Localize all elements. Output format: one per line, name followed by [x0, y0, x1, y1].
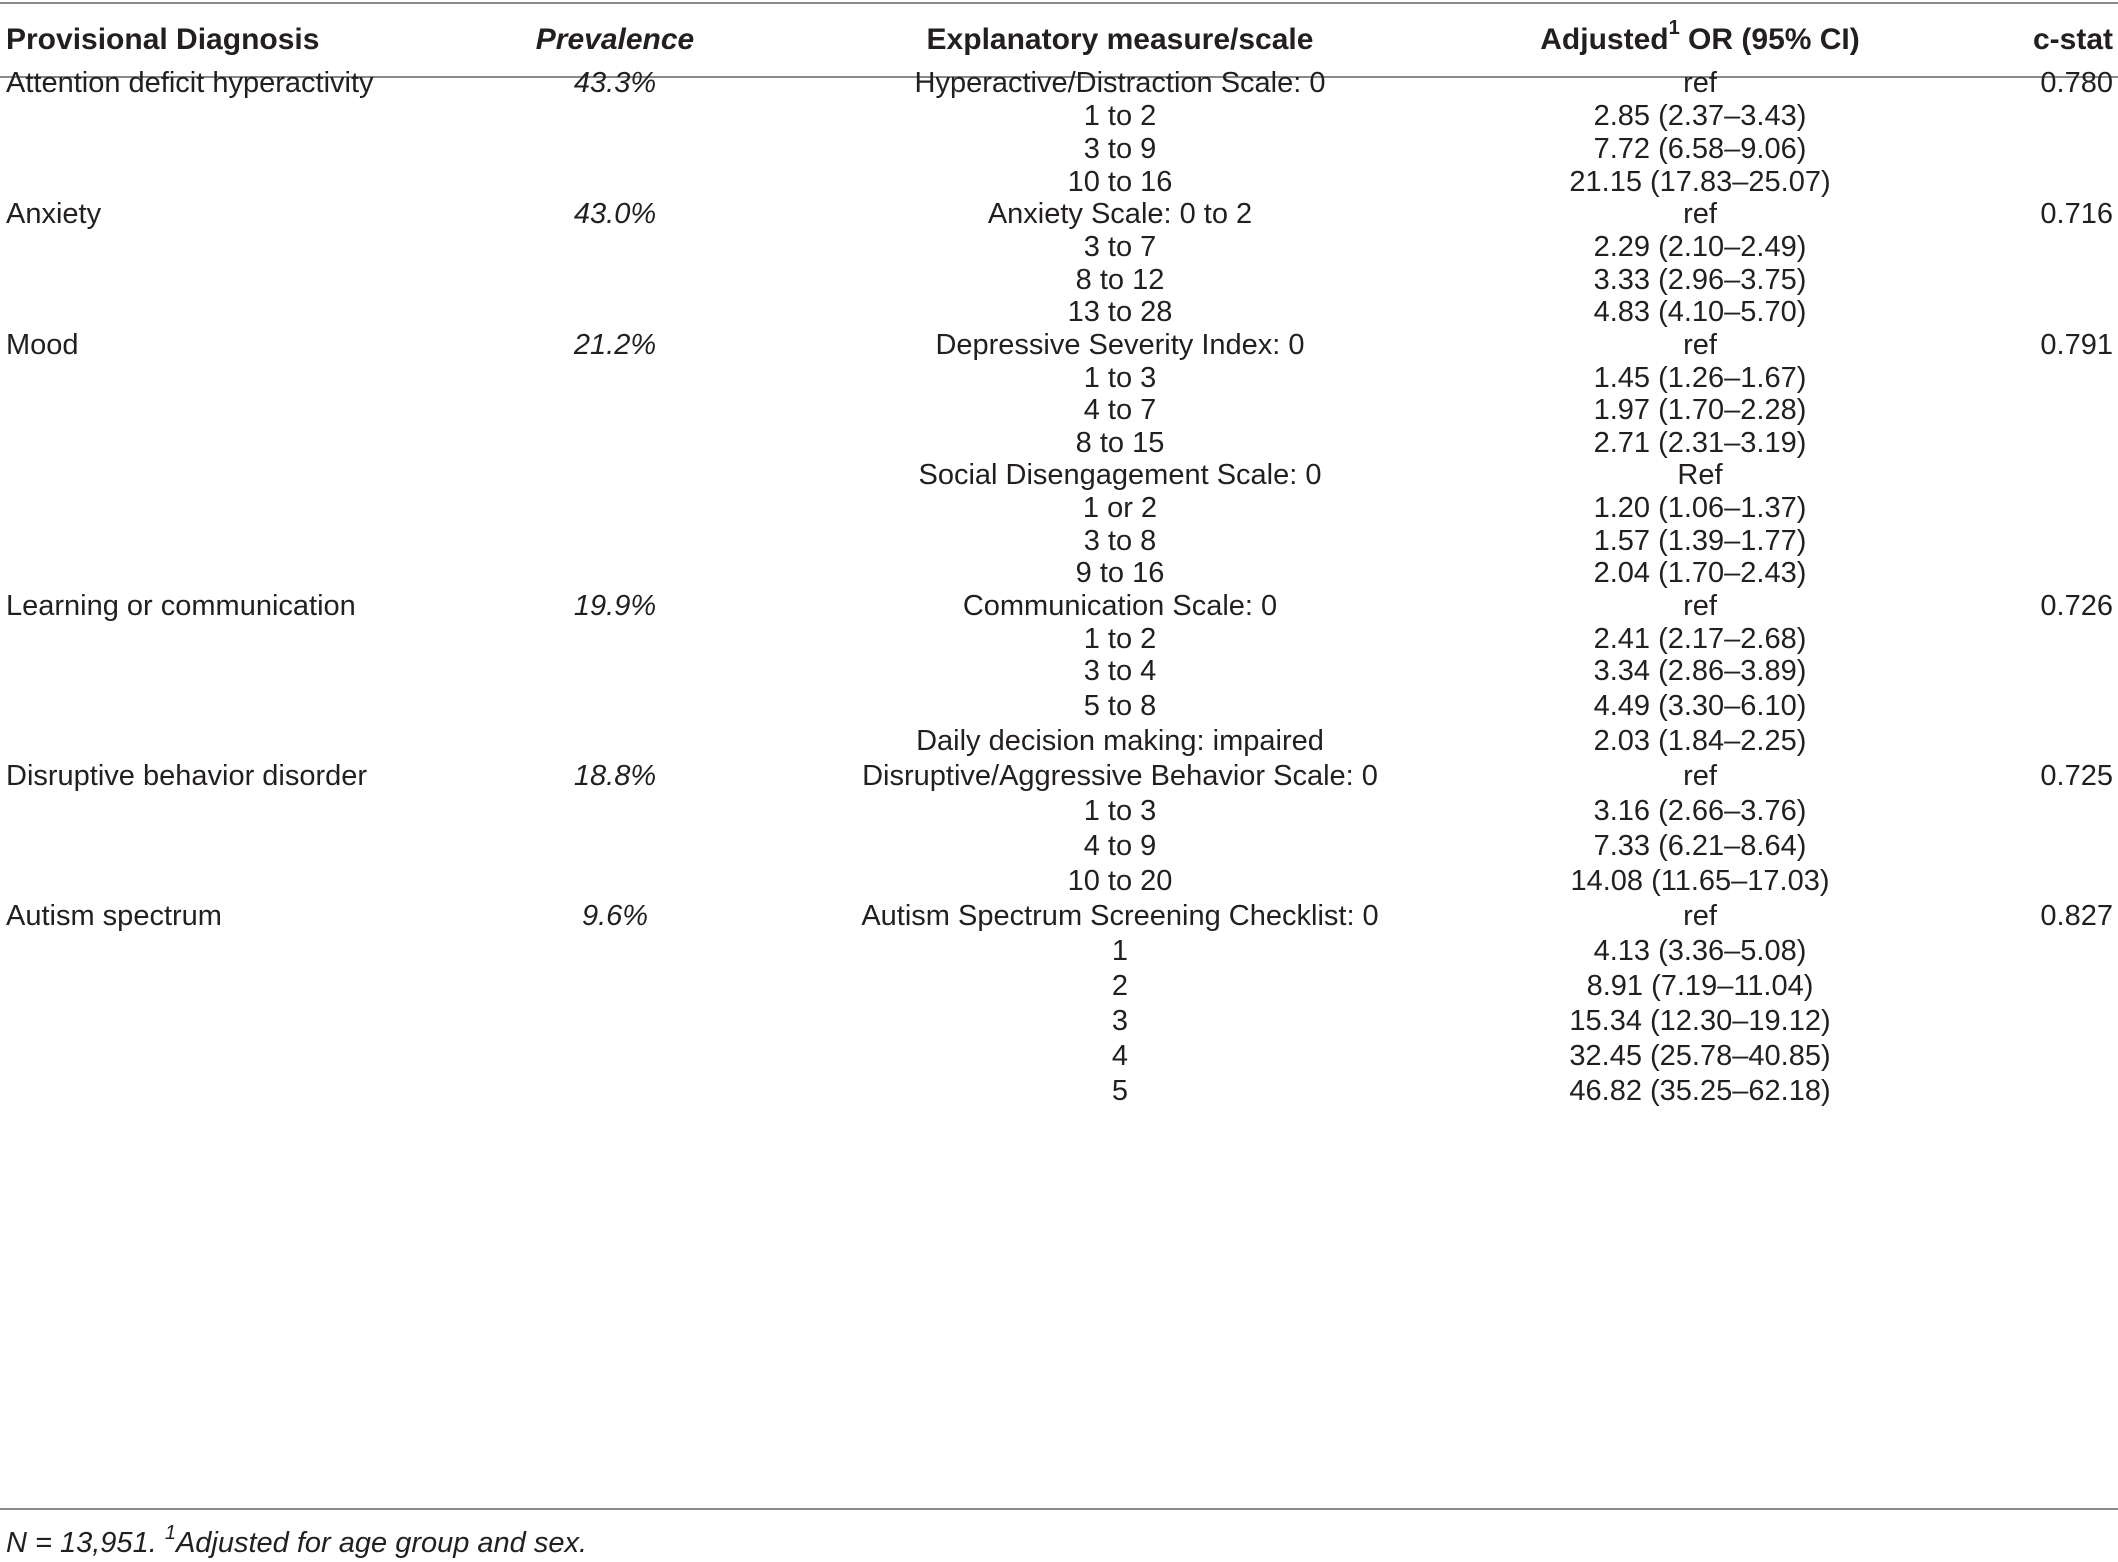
header-prevalence: Prevalence	[535, 23, 695, 56]
cell-cstat: 0.791	[2040, 329, 2113, 361]
header-or-prefix: Adjusted	[1540, 23, 1669, 56]
header-cstat: c-stat	[2032, 23, 2113, 56]
cell-odds-ratio: 1.57 (1.39–1.77)	[1593, 525, 1807, 557]
cell-odds-ratio: 1.45 (1.26–1.67)	[1593, 362, 1807, 394]
cell-measure: Depressive Severity Index: 0	[935, 329, 1305, 361]
cell-odds-ratio: 1.20 (1.06–1.37)	[1593, 492, 1807, 524]
cell-measure: Daily decision making: impaired	[916, 725, 1324, 757]
cell-diagnosis: Attention deficit hyperactivity	[6, 67, 374, 99]
cell-odds-ratio: ref	[1683, 590, 1717, 622]
cell-odds-ratio: 4.83 (4.10–5.70)	[1593, 296, 1807, 328]
footnote-adjust: Adjusted for age group and sex.	[175, 1527, 588, 1559]
cell-odds-ratio: ref	[1683, 198, 1717, 230]
cell-measure: 5 to 8	[1083, 690, 1157, 722]
cell-measure: 10 to 16	[1067, 166, 1173, 198]
cell-cstat: 0.725	[2040, 760, 2113, 792]
cell-measure: Anxiety Scale: 0 to 2	[987, 198, 1253, 230]
cell-measure: 9 to 16	[1075, 557, 1165, 589]
cell-measure: 1	[1111, 935, 1129, 967]
cell-odds-ratio: 1.97 (1.70–2.28)	[1593, 394, 1807, 426]
cell-odds-ratio: 2.29 (2.10–2.49)	[1593, 231, 1807, 263]
cell-odds-ratio: 3.34 (2.86–3.89)	[1593, 655, 1807, 687]
footnote-sup: 1	[164, 1522, 176, 1545]
cell-measure: 1 to 2	[1083, 100, 1157, 132]
header-measure: Explanatory measure/scale	[926, 23, 1314, 56]
table-top-rule	[0, 2, 2118, 4]
cell-measure: 1 to 3	[1083, 795, 1157, 827]
cell-odds-ratio: 7.33 (6.21–8.64)	[1593, 830, 1807, 862]
cell-measure: Disruptive/Aggressive Behavior Scale: 0	[862, 760, 1378, 792]
cell-odds-ratio: Ref	[1677, 459, 1723, 491]
cell-cstat: 0.726	[2040, 590, 2113, 622]
cell-odds-ratio: 2.71 (2.31–3.19)	[1593, 427, 1807, 459]
cell-measure: 1 to 3	[1083, 362, 1157, 394]
cell-measure: 2	[1111, 970, 1129, 1002]
cell-measure: 3 to 4	[1083, 655, 1157, 687]
cell-odds-ratio: ref	[1683, 760, 1717, 792]
cell-diagnosis: Learning or communication	[6, 590, 356, 622]
cell-cstat: 0.780	[2040, 67, 2113, 99]
cell-odds-ratio: 2.41 (2.17–2.68)	[1593, 623, 1807, 655]
cell-measure: 4 to 7	[1083, 394, 1157, 426]
cell-odds-ratio: 3.16 (2.66–3.76)	[1593, 795, 1807, 827]
cell-measure: 8 to 15	[1075, 427, 1165, 459]
header-or	[1450, 17, 1950, 58]
cell-odds-ratio: 4.49 (3.30–6.10)	[1593, 690, 1807, 722]
cell-measure: 4 to 9	[1083, 830, 1157, 862]
cell-measure: 5	[1111, 1075, 1129, 1107]
cell-measure: Hyperactive/Distraction Scale: 0	[914, 67, 1326, 99]
cell-cstat: 0.827	[2040, 900, 2113, 932]
cell-odds-ratio: 46.82 (35.25–62.18)	[1569, 1075, 1831, 1107]
cell-measure: 1 or 2	[1082, 492, 1158, 524]
cell-measure: 1 to 2	[1083, 623, 1157, 655]
cell-measure: 3 to 8	[1083, 525, 1157, 557]
cell-cstat: 0.716	[2040, 198, 2113, 230]
cell-measure: 13 to 28	[1067, 296, 1173, 328]
header-or-suffix: OR (95% CI)	[1679, 23, 1860, 56]
footnote-n: N = 13,951.	[6, 1527, 165, 1559]
cell-odds-ratio: 2.03 (1.84–2.25)	[1593, 725, 1807, 757]
cell-diagnosis: Mood	[6, 329, 79, 361]
cell-odds-ratio: 21.15 (17.83–25.07)	[1569, 166, 1831, 198]
cell-measure: 10 to 20	[1067, 865, 1173, 897]
table-bottom-rule	[0, 1508, 2118, 1510]
cell-odds-ratio: 15.34 (12.30–19.12)	[1569, 1005, 1831, 1037]
header-or-sup: 1	[1668, 17, 1680, 39]
cell-odds-ratio: 32.45 (25.78–40.85)	[1569, 1040, 1831, 1072]
cell-diagnosis: Autism spectrum	[6, 900, 222, 932]
cell-odds-ratio: 7.72 (6.58–9.06)	[1593, 133, 1807, 165]
cell-odds-ratio: ref	[1683, 67, 1717, 99]
cell-measure: 3	[1111, 1005, 1129, 1037]
cell-measure: Autism Spectrum Screening Checklist: 0	[861, 900, 1379, 932]
cell-odds-ratio: ref	[1683, 900, 1717, 932]
cell-prevalence: 19.9%	[573, 590, 657, 622]
cell-odds-ratio: 14.08 (11.65–17.03)	[1570, 865, 1830, 897]
cell-measure: Social Disengagement Scale: 0	[918, 459, 1322, 491]
header-diagnosis: Provisional Diagnosis	[6, 23, 320, 56]
cell-prevalence: 21.2%	[573, 329, 657, 361]
cell-odds-ratio: 8.91 (7.19–11.04)	[1586, 970, 1814, 1002]
cell-measure: 8 to 12	[1075, 264, 1165, 296]
cell-measure: 3 to 7	[1083, 231, 1157, 263]
cell-prevalence: 43.3%	[573, 67, 657, 99]
cell-prevalence: 9.6%	[581, 900, 649, 932]
table-footnote	[6, 1522, 588, 1561]
cell-diagnosis: Anxiety	[6, 198, 102, 230]
cell-odds-ratio: 2.85 (2.37–3.43)	[1593, 100, 1807, 132]
cell-odds-ratio: 3.33 (2.96–3.75)	[1593, 264, 1807, 296]
cell-measure: Communication Scale: 0	[962, 590, 1278, 622]
cell-odds-ratio: ref	[1683, 329, 1717, 361]
cell-odds-ratio: 4.13 (3.36–5.08)	[1593, 935, 1807, 967]
cell-prevalence: 43.0%	[573, 198, 657, 230]
cell-measure: 4	[1111, 1040, 1129, 1072]
cell-odds-ratio: 2.04 (1.70–2.43)	[1593, 557, 1807, 589]
cell-diagnosis: Disruptive behavior disorder	[6, 760, 368, 792]
cell-measure: 3 to 9	[1083, 133, 1157, 165]
cell-prevalence: 18.8%	[573, 760, 657, 792]
